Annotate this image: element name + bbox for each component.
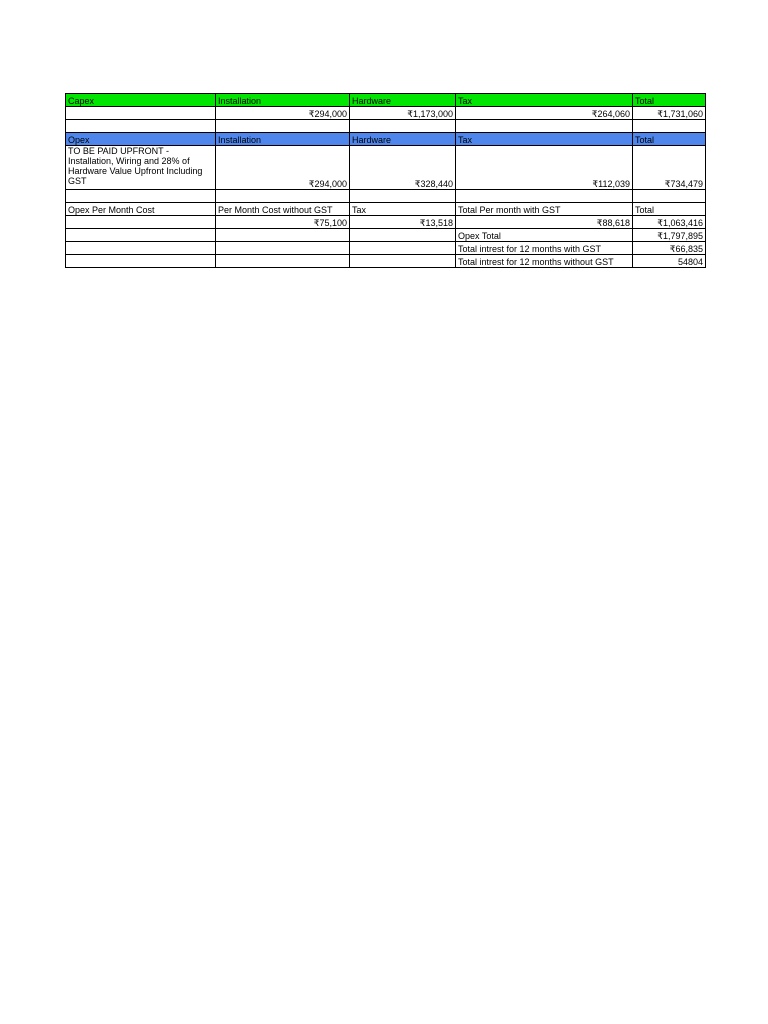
opex-upfront-label[interactable]: TO BE PAID UPFRONT - Installation, Wiring and 28% of Hardware Value Upfront Including GST [66, 146, 216, 190]
capex-value-hardware[interactable]: ₹1,173,000 [350, 107, 456, 120]
empty-cell[interactable] [216, 229, 350, 242]
capex-value-installation[interactable]: ₹294,000 [216, 107, 350, 120]
opex-monthly-values-row [66, 216, 706, 229]
capex-header-hardware[interactable]: Hardware [350, 94, 456, 107]
opex-header-total[interactable]: Total [633, 133, 706, 146]
capex-header-installation[interactable]: Installation [216, 94, 350, 107]
opex-monthly-value-tax[interactable]: ₹13,518 [350, 216, 456, 229]
empty-cell[interactable] [350, 242, 456, 255]
empty-cell[interactable] [66, 120, 216, 133]
opex-upfront-hardware[interactable]: ₹328,440 [350, 146, 456, 190]
interest-without-gst-label[interactable]: Total intrest for 12 months without GST [456, 255, 633, 268]
opex-monthly-header-label[interactable]: Opex Per Month Cost [66, 203, 216, 216]
empty-cell[interactable] [66, 255, 216, 268]
opex-monthly-header-total[interactable]: Total [633, 203, 706, 216]
empty-cell[interactable] [350, 120, 456, 133]
empty-cell[interactable] [456, 120, 633, 133]
capex-header-row [66, 94, 706, 107]
empty-cell[interactable] [456, 190, 633, 203]
opex-summary-row [66, 255, 706, 268]
opex-upfront-tax[interactable]: ₹112,039 [456, 146, 633, 190]
capex-header-total[interactable]: Total [633, 94, 706, 107]
capex-value-total[interactable]: ₹1,731,060 [633, 107, 706, 120]
opex-upfront-total[interactable]: ₹734,479 [633, 146, 706, 190]
opex-total-value[interactable]: ₹1,797,895 [633, 229, 706, 242]
opex-header-cell[interactable]: Opex [66, 133, 216, 146]
opex-total-label[interactable]: Opex Total [456, 229, 633, 242]
empty-cell[interactable] [66, 242, 216, 255]
empty-cell[interactable] [216, 242, 350, 255]
capex-header-cell[interactable]: Capex [66, 94, 216, 107]
opex-monthly-header-with-gst[interactable]: Total Per month with GST [456, 203, 633, 216]
interest-with-gst-label[interactable]: Total intrest for 12 months with GST [456, 242, 633, 255]
empty-cell[interactable] [350, 190, 456, 203]
empty-cell[interactable] [633, 120, 706, 133]
opex-monthly-value-without-gst[interactable]: ₹75,100 [216, 216, 350, 229]
empty-cell[interactable] [216, 190, 350, 203]
opex-header-tax[interactable]: Tax [456, 133, 633, 146]
opex-header-installation[interactable]: Installation [216, 133, 350, 146]
empty-cell[interactable] [216, 120, 350, 133]
interest-without-gst-value[interactable]: 54804 [633, 255, 706, 268]
empty-row [66, 120, 706, 133]
empty-cell[interactable] [66, 190, 216, 203]
opex-upfront-installation[interactable]: ₹294,000 [216, 146, 350, 190]
opex-monthly-value-total[interactable]: ₹1,063,416 [633, 216, 706, 229]
empty-cell[interactable] [633, 190, 706, 203]
capex-value-label[interactable] [66, 107, 216, 120]
opex-summary-row [66, 229, 706, 242]
empty-cell[interactable] [350, 255, 456, 268]
interest-with-gst-value[interactable]: ₹66,835 [633, 242, 706, 255]
empty-row [66, 190, 706, 203]
opex-header-row [66, 133, 706, 146]
opex-header-hardware[interactable]: Hardware [350, 133, 456, 146]
opex-summary-row [66, 242, 706, 255]
opex-upfront-row [66, 146, 706, 190]
capex-header-tax[interactable]: Tax [456, 94, 633, 107]
opex-monthly-header-tax[interactable]: Tax [350, 203, 456, 216]
empty-cell[interactable] [66, 229, 216, 242]
cost-spreadsheet [65, 93, 706, 268]
empty-cell[interactable] [216, 255, 350, 268]
opex-monthly-header-row [66, 203, 706, 216]
opex-monthly-value-label[interactable] [66, 216, 216, 229]
opex-monthly-value-with-gst[interactable]: ₹88,618 [456, 216, 633, 229]
opex-monthly-header-without-gst[interactable]: Per Month Cost without GST [216, 203, 350, 216]
empty-cell[interactable] [350, 229, 456, 242]
capex-values-row [66, 107, 706, 120]
capex-value-tax[interactable]: ₹264,060 [456, 107, 633, 120]
